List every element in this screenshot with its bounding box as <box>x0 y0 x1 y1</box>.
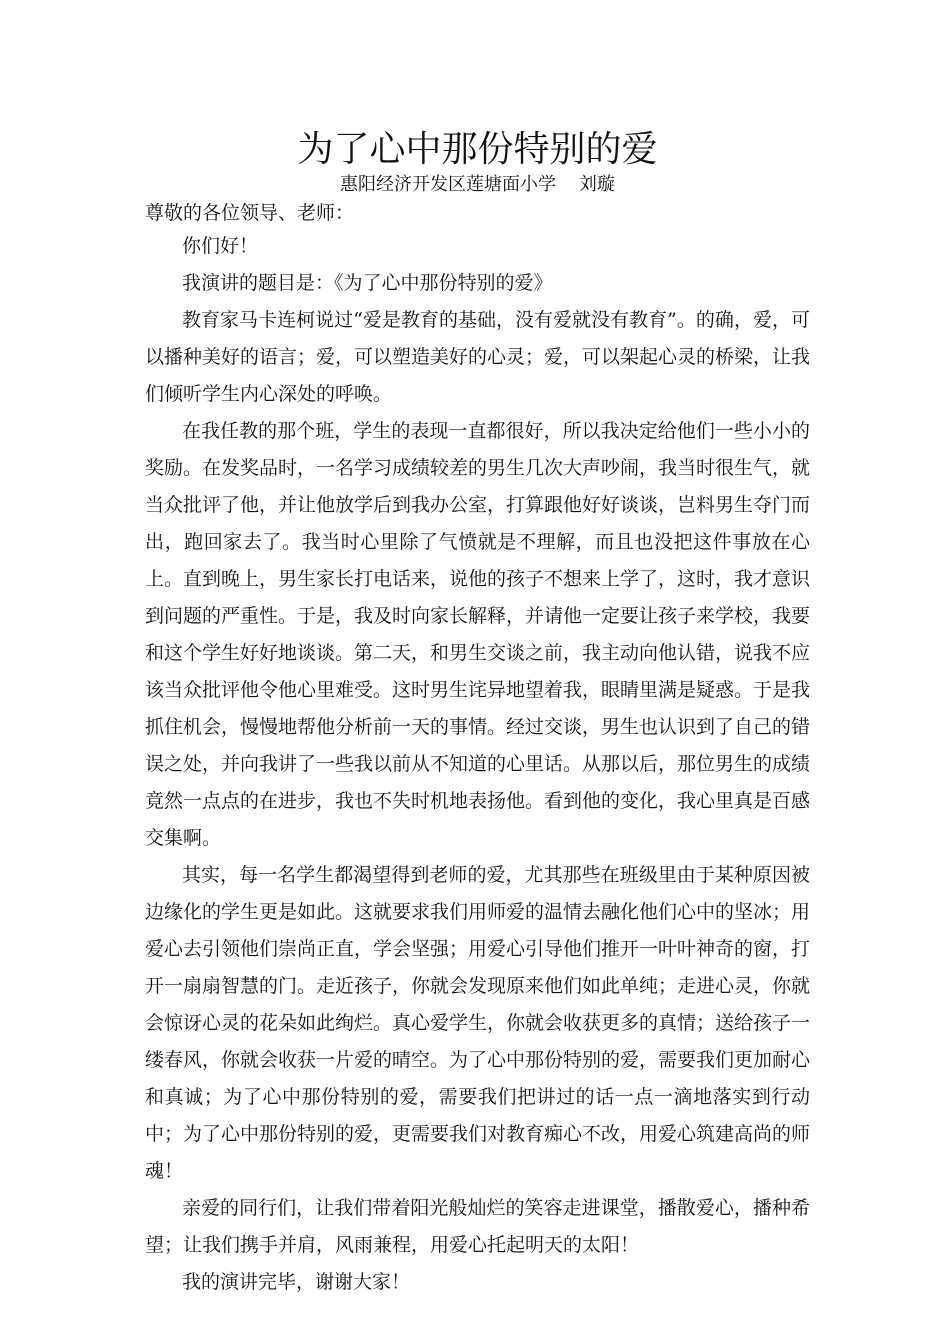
salutation: 尊敬的各位领导、老师： <box>145 202 355 224</box>
closing-paragraph: 亲爱的同行们，让我们带着阳光般灿烂的笑容走进课堂，播散爱心，播种希望；让我们携手并肩，风雨兼程，用爱心托起明天的太阳！ <box>145 1197 810 1256</box>
document-page <box>145 128 810 1301</box>
ending-line: 我的演讲完毕，谢谢大家！ <box>182 1271 411 1293</box>
document-title: 为了心中那份特别的爱 <box>297 129 658 170</box>
body-paragraph: 教育家马卡连柯说过“爱是教育的基础，没有爱就没有教育”。的确，爱，可以播种美好的语言；爱，可以塑造美好的心灵；爱，可以架起心灵的桥梁，让我们倾听学生内心深处的呼唤。 <box>145 309 811 405</box>
body-paragraph: 在我任教的那个班，学生的表现一直都很好，所以我决定给他们一些小小的奖励。在发奖品时，一名学习成绩较差的男生几次大声吵闹，我当时很生气，就当众批评了他，并让他放学后到我办公室，打算跟他好好谈谈，岂料男生夺门而出，跑回家去了。我当时心里除了气愤就是不理解，而且也没把这件事放在心上。直到晚上，男生家长打电话来，说他的孩子不想来上学了，这时，我才意识到问题的严重性。于是，我及时向家长解释，并请他一定要让孩子来学校，我要和这个学生好好地谈谈。第二天，和男生交谈之前，我主动向他认错，说我不应该当众批评他令他心里难受。这时男生诧异地望着我，眼睛里满是疑惑。于是我抓住机会，慢慢地帮他分析前一天的事情。经过交谈，男生也认识到了自己的错误之处，并向我讲了一些我以前从不知道的心里话。从那以后，那位男生的成绩竟然一点点的在进步，我也不失时机地表扬他。看到他的变化，我心里真是百感交集啊。 <box>145 420 811 849</box>
author-line: 惠阳经济开发区莲塘面小学 刘璇 <box>340 174 615 195</box>
body-paragraph: 其实，每一名学生都渴望得到老师的爱，尤其那些在班级里由于某种原因被边缘化的学生更是如此。这就要求我们用师爱的温情去融化他们心中的坚冰；用爱心去引领他们崇尚正直，学会坚强；用爱心引导他们推开一叶叶神奇的窗，打开一扇扇智慧的门。走近孩子，你就会发现原来他们如此单纯；走进心灵，你就会惊讶心灵的花朵如此绚烂。真心爱学生，你就会收获更多的真情；送给孩子一缕春风，你就会收获一片爱的晴空。为了心中那份特别的爱，需要我们更加耐心和真诚；为了心中那份特别的爱，需要我们把讲过的话一点一滴地落实到行动中；为了心中那份特别的爱，更需要我们对教育痴心不改，用爱心筑建高尚的师魂！ <box>145 864 811 1182</box>
speech-topic: 我演讲的题目是：《为了心中那份特别的爱》 <box>182 272 553 294</box>
greeting: 你们好！ <box>182 235 259 257</box>
